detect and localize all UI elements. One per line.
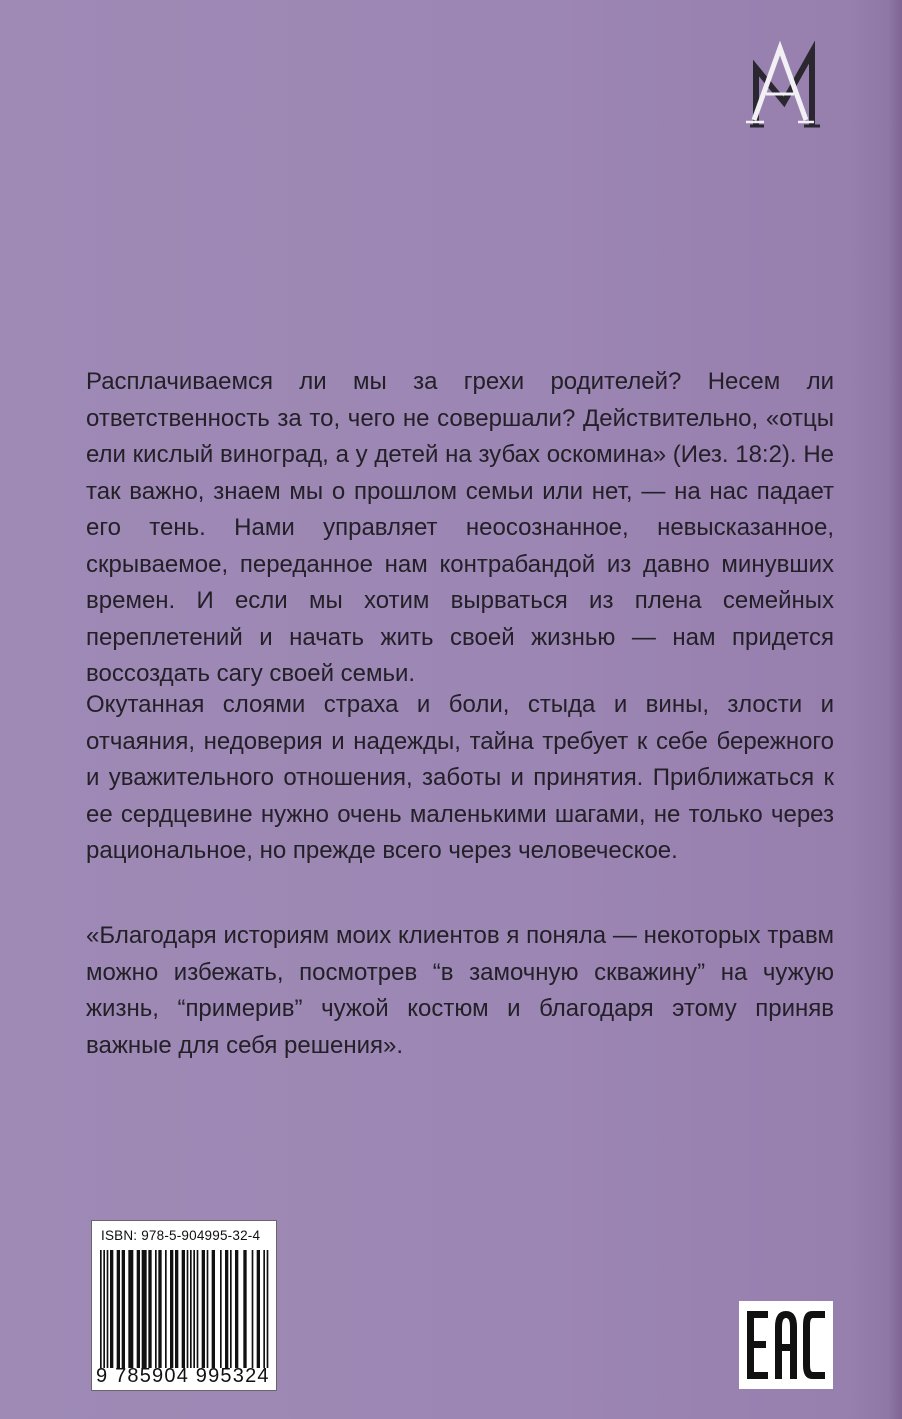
barcode-bar xyxy=(122,1250,125,1368)
barcode-bar xyxy=(267,1250,269,1368)
barcode-bar xyxy=(243,1250,246,1368)
publisher-monogram-icon xyxy=(740,38,835,133)
barcode-bar xyxy=(252,1250,254,1368)
barcode-bar xyxy=(158,1250,161,1368)
barcode-bar xyxy=(110,1250,113,1368)
barcode-bar xyxy=(207,1250,209,1368)
barcode-bar xyxy=(155,1250,157,1368)
barcode-bar xyxy=(202,1250,205,1368)
barcode-bar xyxy=(148,1250,151,1368)
barcode-bar xyxy=(175,1250,178,1368)
description-paragraph-2: Окутанная слоями страха и боли, стыда и вины, злости и отчаяния, недоверия и надежды, тайна требует к себе бережного и уважительного отношения, заботы и принятия. Приближаться к ее сердцевине нужно очень маленькими шагами, не только через рациональное, но прежде всего через человеческое. xyxy=(86,691,834,864)
barcode-bar xyxy=(187,1250,189,1368)
barcode-bar xyxy=(220,1250,222,1368)
barcode-bar xyxy=(117,1250,120,1368)
description-paragraph-1: Расплачиваемся ли мы за грехи родителей? Несем ли ответственность за то, чего не совершали? Действительно, «отцы ели кислый виноград, а у детей на зубах оскомина» (Иез. 18:2). Не так важно, знаем мы о прошлом семьи или нет, — на нас падает его тень. Нами управляет неосознанное, невысказанное, скрываемое, переданное нам контрабандой из давно минувших времен. И если мы хотим вырваться из плена семейных переплетений и начать жить своей жизнью — нам придется воссоздать сагу своей семьи. xyxy=(86,368,834,687)
barcode-bar xyxy=(103,1250,105,1368)
isbn-barcode xyxy=(91,1220,277,1391)
barcode-bar xyxy=(212,1250,215,1368)
eac-mark-icon xyxy=(739,1301,833,1389)
barcode-bar xyxy=(197,1250,199,1368)
barcode-digits: 9 785904 995324 xyxy=(96,1365,270,1387)
barcode-bar xyxy=(225,1250,228,1368)
barcode-bar xyxy=(257,1250,260,1368)
barcode-bar xyxy=(182,1250,185,1368)
barcode-bar xyxy=(142,1250,147,1368)
barcode-bar xyxy=(263,1250,265,1368)
barcode-bar xyxy=(128,1250,133,1368)
barcode-bar xyxy=(107,1250,109,1368)
barcode-bar xyxy=(137,1250,140,1368)
barcode-bar xyxy=(100,1250,102,1368)
cover-edge-shadow xyxy=(888,0,902,1419)
barcode-bar xyxy=(170,1250,173,1368)
author-quote-paragraph: «Благодаря историям моих клиентов я поняла — некоторых травм можно избежать, посмотрев “в замочную скважину” на чужую жизнь, “примерив” чужой костюм и благодаря этому приняв важные для себя решения». xyxy=(86,922,834,1059)
barcode-bar xyxy=(230,1250,232,1368)
isbn-label: ISBN: 978-5-904995-32-4 xyxy=(101,1228,261,1243)
barcode-bar xyxy=(235,1250,238,1368)
barcode-bar xyxy=(193,1250,195,1368)
barcode-bars xyxy=(100,1250,270,1368)
barcode-bar xyxy=(165,1250,167,1368)
barcode-bar xyxy=(190,1250,192,1368)
